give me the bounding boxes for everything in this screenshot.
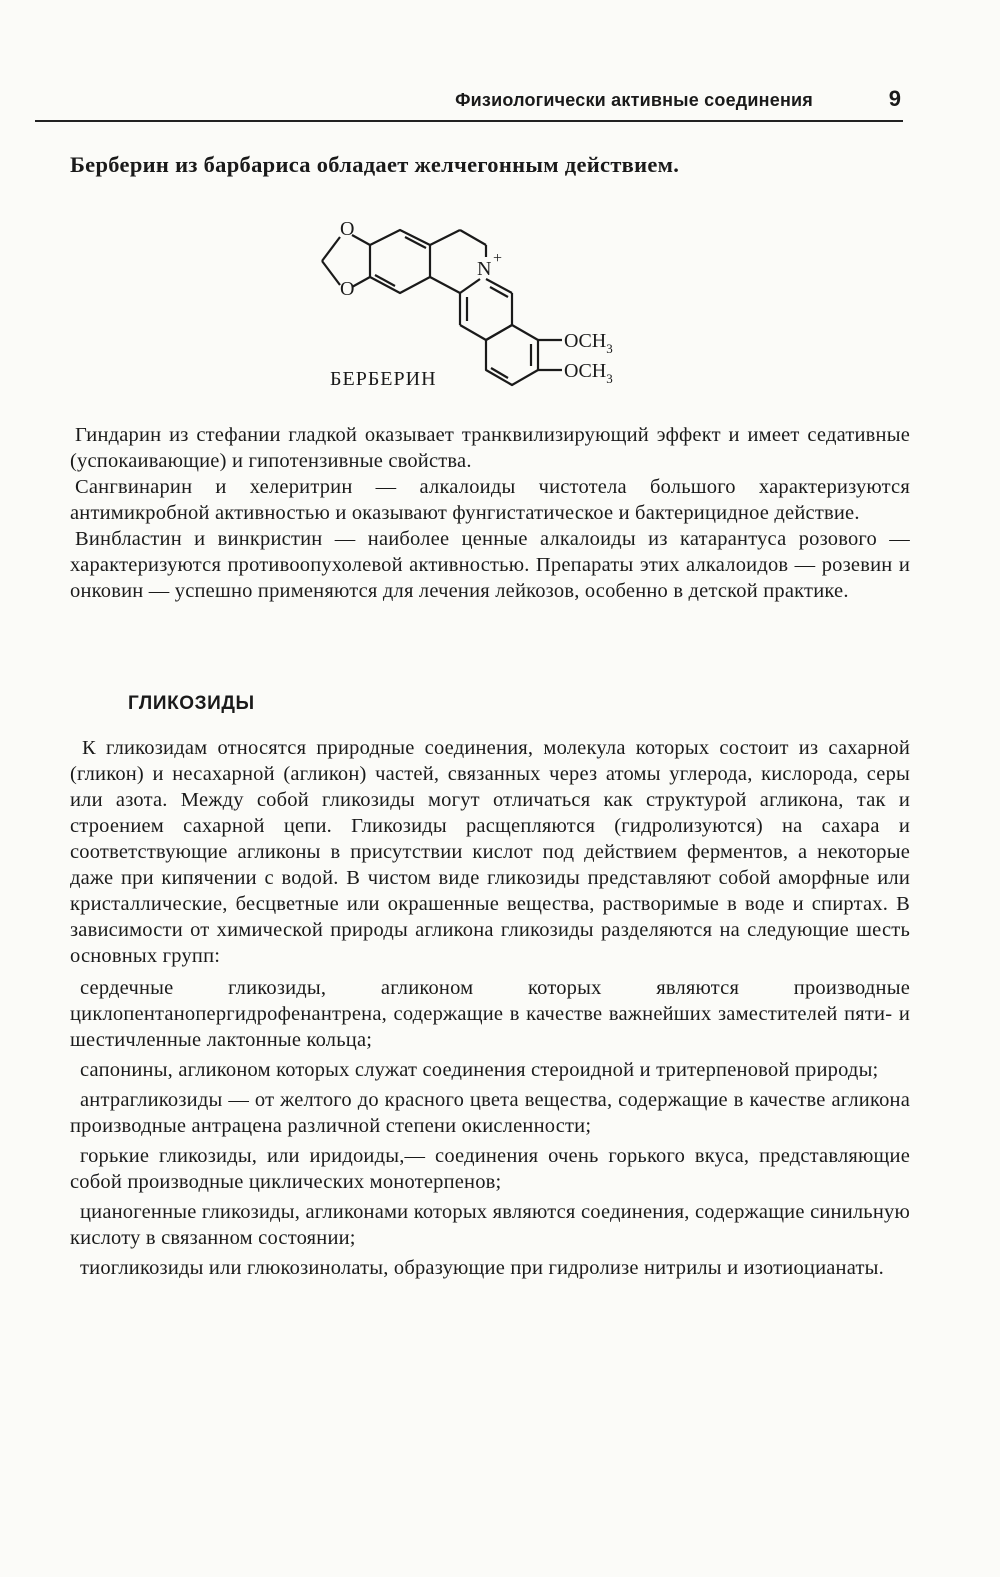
ring-b-bond-4 [460, 279, 480, 293]
list-item: цианогенные гликозиды, агликонами которых являются соединения, содержащие синильную кислоту в связанном состоянии; [70, 1201, 910, 1249]
list-item: тиогликозиды или глюкозинолаты, образующие при гидролизе нитрилы и изотиоцианаты. [80, 1257, 884, 1279]
section-title: ГЛИКОЗИДЫ [128, 693, 255, 714]
structure-diagram [300, 205, 640, 400]
berberine-structure [300, 205, 640, 400]
paragraph: Винбластин и винкристин — наиболее ценные алкалоиды из катарантуса розового — характеризуются противоопухолевой активностью. Препараты этих алкалоидов — розевин и онковин — успешно применяются для лечения лейкозов, особенно в детской практике. [70, 528, 910, 602]
glycosides-text [70, 735, 910, 1285]
atom-n: N [477, 258, 492, 280]
ring-b-bond-1 [430, 230, 460, 245]
list-item: сердечные гликозиды, агликоном которых являются производные циклопентанопергидрофенантрена, содержащие в качестве важнейших заместителей пяти- и шестичленные лактонные кольца; [70, 977, 910, 1051]
atom-n-charge: + [493, 250, 503, 267]
sub1-sub: 3 [606, 341, 613, 356]
sub1-main: OCH [564, 330, 607, 352]
dioxole-bond-1 [352, 235, 370, 245]
list-item: антрагликозиды — от желтого до красного цвета вещества, содержащие в качестве агликона производные антрацена различной степени окисленности; [70, 1089, 910, 1137]
structure-label: БЕРБЕРИН [330, 368, 437, 390]
running-title: Физиологически активные соединения [455, 90, 813, 110]
page-header [35, 86, 903, 122]
atom-o-top: O [340, 218, 355, 240]
sub2-sub: 3 [606, 371, 613, 386]
ring-b-bond-5 [430, 277, 460, 293]
list-item: сапонины, агликоном которых служат соединения стероидной и тритерпеновой природы; [80, 1059, 879, 1081]
sub2-main: OCH [564, 360, 607, 382]
paragraph: Гиндарин из стефании гладкой оказывает транквилизирующий эффект и имеет седативные (успокаивающие) и гипотензивные свойства. [70, 424, 910, 472]
glycoside-groups-list [70, 975, 910, 1281]
ring-d-double-2 [491, 368, 508, 378]
dioxole-bond-4 [322, 261, 340, 285]
dioxole-bond-2 [352, 277, 370, 287]
atom-o-bottom: O [340, 278, 355, 300]
intro-sentence: Берберин из барбариса обладает желчегонным действием. [70, 152, 680, 177]
ring-c-bond-4 [460, 325, 486, 340]
paragraph: Сангвинарин и хелеритрин — алкалоиды чистотела большого характеризуются антимикробной активностью и оказывают фунгистатическое и бактерицидное действие. [70, 476, 910, 524]
page-number: 9 [888, 86, 901, 111]
list-item: горькие гликозиды, или иридоиды,— соединения очень горького вкуса, представляющие собой производные циклических монотерпенов; [70, 1145, 910, 1193]
alkaloids-text [70, 422, 910, 604]
dioxole-bond-3 [322, 237, 340, 261]
ring-b-bond-2 [460, 230, 486, 245]
section-paragraph: К гликозидам относятся природные соединения, молекула которых состоит из сахарной (гликон) и несахарной (агликон) частей, связанных через атомы углерода, кислорода, серы или азота. Между собой гликозиды могут отличаться как структурой агликона, так и строением сахарной цепи. Гликозиды расщепляются (гидролизуются) на сахара и соответствующие агликоны в присутствии кислот под действием ферментов, а некоторые даже при кипячении с водой. В чистом виде гликозиды представляют собой аморфные или кристаллические, бесцветные или окрашенные вещества, растворимые в воде и спиртах. В зависимости от химической природы агликона гликозиды разделяются на следующие шесть основных групп: [70, 737, 910, 967]
ring-a [370, 230, 430, 293]
substituent-ome-2 [564, 360, 613, 386]
substituent-ome-1 [564, 330, 613, 356]
